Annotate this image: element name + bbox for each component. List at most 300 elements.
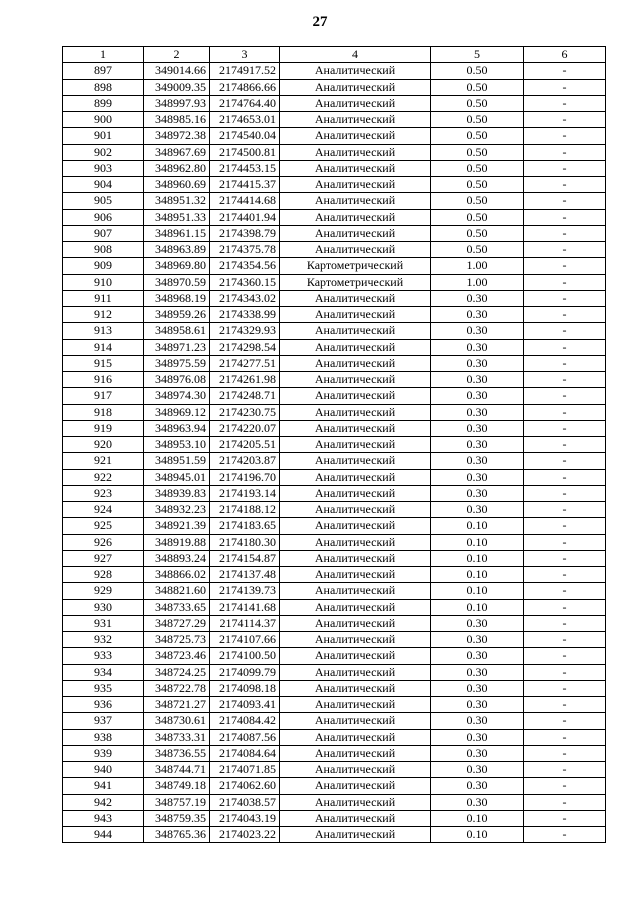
accuracy-cell: 0.30 [431,388,524,404]
column-header: 5 [431,47,524,63]
y-coordinate-cell: 2174084.42 [210,713,280,729]
y-coordinate-cell: 2174084.64 [210,745,280,761]
table-row [63,534,606,550]
accuracy-cell: 0.50 [431,79,524,95]
accuracy-cell: 0.30 [431,680,524,696]
accuracy-cell: 0.30 [431,615,524,631]
point-number-cell: 927 [63,550,144,566]
y-coordinate-cell: 2174062.60 [210,778,280,794]
note-cell: - [524,225,606,241]
accuracy-cell: 0.30 [431,697,524,713]
x-coordinate-cell: 349009.35 [144,79,210,95]
y-coordinate-cell: 2174114.37 [210,615,280,631]
accuracy-cell: 0.50 [431,95,524,111]
table-row [63,404,606,420]
table-row [63,502,606,518]
note-cell: - [524,697,606,713]
table-row [63,258,606,274]
table-row [63,762,606,778]
x-coordinate-cell: 348997.93 [144,95,210,111]
point-number-cell: 921 [63,453,144,469]
x-coordinate-cell: 348733.31 [144,729,210,745]
note-cell: - [524,274,606,290]
method-cell: Картометрический [280,258,431,274]
note-cell: - [524,502,606,518]
point-number-cell: 925 [63,518,144,534]
y-coordinate-cell: 2174360.15 [210,274,280,290]
table-row [63,112,606,128]
accuracy-cell: 0.30 [431,469,524,485]
y-coordinate-cell: 2174230.75 [210,404,280,420]
accuracy-cell: 0.50 [431,242,524,258]
table-row [63,323,606,339]
accuracy-cell: 0.10 [431,810,524,826]
x-coordinate-cell: 348724.25 [144,664,210,680]
point-number-cell: 935 [63,680,144,696]
table-row [63,810,606,826]
accuracy-cell: 1.00 [431,258,524,274]
table-row [63,95,606,111]
point-number-cell: 918 [63,404,144,420]
y-coordinate-cell: 2174298.54 [210,339,280,355]
method-cell: Аналитический [280,632,431,648]
x-coordinate-cell: 348951.59 [144,453,210,469]
y-coordinate-cell: 2174098.18 [210,680,280,696]
note-cell: - [524,485,606,501]
table-row [63,713,606,729]
page-number: 27 [312,14,328,30]
method-cell: Аналитический [280,160,431,176]
method-cell: Аналитический [280,518,431,534]
x-coordinate-cell: 348932.23 [144,502,210,518]
y-coordinate-cell: 2174137.48 [210,567,280,583]
y-coordinate-cell: 2174261.98 [210,372,280,388]
x-coordinate-cell: 348963.89 [144,242,210,258]
table-row [63,225,606,241]
x-coordinate-cell: 348970.59 [144,274,210,290]
accuracy-cell: 0.50 [431,63,524,79]
method-cell: Аналитический [280,680,431,696]
table-row [63,290,606,306]
table-row [63,372,606,388]
method-cell: Аналитический [280,209,431,225]
method-cell: Аналитический [280,307,431,323]
table-row [63,518,606,534]
note-cell: - [524,615,606,631]
x-coordinate-cell: 348963.94 [144,420,210,436]
note-cell: - [524,648,606,664]
note-cell: - [524,404,606,420]
x-coordinate-cell: 348968.19 [144,290,210,306]
y-coordinate-cell: 2174087.56 [210,729,280,745]
point-number-cell: 939 [63,745,144,761]
table-row [63,583,606,599]
note-cell: - [524,762,606,778]
table-row [63,664,606,680]
y-coordinate-cell: 2174398.79 [210,225,280,241]
accuracy-cell: 0.50 [431,160,524,176]
note-cell: - [524,209,606,225]
method-cell: Аналитический [280,599,431,615]
y-coordinate-cell: 2174415.37 [210,177,280,193]
x-coordinate-cell: 348893.24 [144,550,210,566]
x-coordinate-cell: 348971.23 [144,339,210,355]
accuracy-cell: 0.30 [431,648,524,664]
y-coordinate-cell: 2174139.73 [210,583,280,599]
table-row [63,827,606,843]
method-cell: Аналитический [280,567,431,583]
table-row [63,567,606,583]
x-coordinate-cell: 348821.60 [144,583,210,599]
point-number-cell: 943 [63,810,144,826]
x-coordinate-cell: 348953.10 [144,437,210,453]
x-coordinate-cell: 348866.02 [144,567,210,583]
x-coordinate-cell: 348749.18 [144,778,210,794]
y-coordinate-cell: 2174354.56 [210,258,280,274]
accuracy-cell: 1.00 [431,274,524,290]
method-cell: Аналитический [280,550,431,566]
accuracy-cell: 0.10 [431,518,524,534]
accuracy-cell: 0.30 [431,713,524,729]
table-row [63,128,606,144]
table-body [63,63,606,843]
y-coordinate-cell: 2174100.50 [210,648,280,664]
point-number-cell: 916 [63,372,144,388]
point-number-cell: 922 [63,469,144,485]
note-cell: - [524,713,606,729]
x-coordinate-cell: 348733.65 [144,599,210,615]
accuracy-cell: 0.30 [431,453,524,469]
accuracy-cell: 0.30 [431,794,524,810]
note-cell: - [524,372,606,388]
table-row [63,469,606,485]
point-number-cell: 912 [63,307,144,323]
table-row [63,778,606,794]
table-row [63,193,606,209]
coordinates-table [62,46,606,843]
point-number-cell: 933 [63,648,144,664]
method-cell: Аналитический [280,193,431,209]
method-cell: Аналитический [280,404,431,420]
note-cell: - [524,63,606,79]
x-coordinate-cell: 348725.73 [144,632,210,648]
y-coordinate-cell: 2174203.87 [210,453,280,469]
accuracy-cell: 0.10 [431,827,524,843]
y-coordinate-cell: 2174764.40 [210,95,280,111]
method-cell: Аналитический [280,664,431,680]
column-header: 4 [280,47,431,63]
point-number-cell: 909 [63,258,144,274]
table-row [63,599,606,615]
table-row [63,437,606,453]
method-cell: Аналитический [280,745,431,761]
table-row [63,307,606,323]
table-row [63,339,606,355]
note-cell: - [524,339,606,355]
point-number-cell: 914 [63,339,144,355]
note-cell: - [524,242,606,258]
point-number-cell: 904 [63,177,144,193]
table-row [63,274,606,290]
point-number-cell: 898 [63,79,144,95]
x-coordinate-cell: 348985.16 [144,112,210,128]
point-number-cell: 938 [63,729,144,745]
y-coordinate-cell: 2174180.30 [210,534,280,550]
x-coordinate-cell: 348744.71 [144,762,210,778]
x-coordinate-cell: 348967.69 [144,144,210,160]
note-cell: - [524,745,606,761]
y-coordinate-cell: 2174453.15 [210,160,280,176]
x-coordinate-cell: 348972.38 [144,128,210,144]
table-row [63,160,606,176]
accuracy-cell: 0.50 [431,177,524,193]
table-row [63,209,606,225]
point-number-cell: 910 [63,274,144,290]
note-cell: - [524,827,606,843]
note-cell: - [524,177,606,193]
method-cell: Аналитический [280,485,431,501]
note-cell: - [524,95,606,111]
accuracy-cell: 0.30 [431,664,524,680]
x-coordinate-cell: 348951.33 [144,209,210,225]
note-cell: - [524,599,606,615]
point-number-cell: 942 [63,794,144,810]
accuracy-cell: 0.30 [431,762,524,778]
accuracy-cell: 0.30 [431,437,524,453]
x-coordinate-cell: 348974.30 [144,388,210,404]
point-number-cell: 908 [63,242,144,258]
y-coordinate-cell: 2174338.99 [210,307,280,323]
note-cell: - [524,632,606,648]
note-cell: - [524,112,606,128]
point-number-cell: 940 [63,762,144,778]
table-row [63,550,606,566]
method-cell: Аналитический [280,242,431,258]
point-number-cell: 900 [63,112,144,128]
note-cell: - [524,144,606,160]
point-number-cell: 941 [63,778,144,794]
note-cell: - [524,323,606,339]
method-cell: Аналитический [280,420,431,436]
accuracy-cell: 0.30 [431,339,524,355]
table-header-row [63,47,606,63]
table-row [63,355,606,371]
table-row [63,388,606,404]
table-row [63,420,606,436]
note-cell: - [524,778,606,794]
note-cell: - [524,437,606,453]
x-coordinate-cell: 348962.80 [144,160,210,176]
note-cell: - [524,550,606,566]
y-coordinate-cell: 2174653.01 [210,112,280,128]
method-cell: Аналитический [280,225,431,241]
x-coordinate-cell: 348945.01 [144,469,210,485]
point-number-cell: 926 [63,534,144,550]
point-number-cell: 937 [63,713,144,729]
note-cell: - [524,160,606,176]
note-cell: - [524,567,606,583]
method-cell: Аналитический [280,615,431,631]
accuracy-cell: 0.30 [431,502,524,518]
point-number-cell: 944 [63,827,144,843]
y-coordinate-cell: 2174193.14 [210,485,280,501]
accuracy-cell: 0.30 [431,632,524,648]
method-cell: Аналитический [280,339,431,355]
x-coordinate-cell: 349014.66 [144,63,210,79]
x-coordinate-cell: 348919.88 [144,534,210,550]
accuracy-cell: 0.10 [431,583,524,599]
note-cell: - [524,307,606,323]
note-cell: - [524,469,606,485]
note-cell: - [524,534,606,550]
y-coordinate-cell: 2174220.07 [210,420,280,436]
y-coordinate-cell: 2174205.51 [210,437,280,453]
y-coordinate-cell: 2174866.66 [210,79,280,95]
y-coordinate-cell: 2174196.70 [210,469,280,485]
note-cell: - [524,729,606,745]
x-coordinate-cell: 348969.80 [144,258,210,274]
y-coordinate-cell: 2174023.22 [210,827,280,843]
column-header: 2 [144,47,210,63]
y-coordinate-cell: 2174248.71 [210,388,280,404]
table-row [63,697,606,713]
table-row [63,729,606,745]
accuracy-cell: 0.30 [431,323,524,339]
note-cell: - [524,680,606,696]
method-cell: Аналитический [280,144,431,160]
table-row [63,794,606,810]
table-row [63,632,606,648]
note-cell: - [524,193,606,209]
point-number-cell: 928 [63,567,144,583]
y-coordinate-cell: 2174500.81 [210,144,280,160]
accuracy-cell: 0.30 [431,404,524,420]
table-row [63,177,606,193]
x-coordinate-cell: 348951.32 [144,193,210,209]
x-coordinate-cell: 348759.35 [144,810,210,826]
note-cell: - [524,258,606,274]
table-row [63,615,606,631]
x-coordinate-cell: 348975.59 [144,355,210,371]
table-row [63,485,606,501]
y-coordinate-cell: 2174540.04 [210,128,280,144]
accuracy-cell: 0.30 [431,355,524,371]
x-coordinate-cell: 348722.78 [144,680,210,696]
method-cell: Аналитический [280,323,431,339]
x-coordinate-cell: 348939.83 [144,485,210,501]
method-cell: Аналитический [280,502,431,518]
table-row [63,648,606,664]
method-cell: Аналитический [280,778,431,794]
method-cell: Аналитический [280,112,431,128]
method-cell: Аналитический [280,469,431,485]
x-coordinate-cell: 348736.55 [144,745,210,761]
point-number-cell: 903 [63,160,144,176]
point-number-cell: 923 [63,485,144,501]
method-cell: Аналитический [280,583,431,599]
point-number-cell: 899 [63,95,144,111]
point-number-cell: 932 [63,632,144,648]
y-coordinate-cell: 2174329.93 [210,323,280,339]
note-cell: - [524,518,606,534]
y-coordinate-cell: 2174038.57 [210,794,280,810]
point-number-cell: 905 [63,193,144,209]
y-coordinate-cell: 2174141.68 [210,599,280,615]
method-cell: Аналитический [280,697,431,713]
table-row [63,745,606,761]
y-coordinate-cell: 2174099.79 [210,664,280,680]
method-cell: Аналитический [280,63,431,79]
table-row [63,453,606,469]
accuracy-cell: 0.50 [431,144,524,160]
accuracy-cell: 0.10 [431,534,524,550]
x-coordinate-cell: 348765.36 [144,827,210,843]
point-number-cell: 931 [63,615,144,631]
method-cell: Аналитический [280,794,431,810]
point-number-cell: 911 [63,290,144,306]
method-cell: Аналитический [280,713,431,729]
y-coordinate-cell: 2174343.02 [210,290,280,306]
note-cell: - [524,583,606,599]
y-coordinate-cell: 2174093.41 [210,697,280,713]
x-coordinate-cell: 348958.61 [144,323,210,339]
x-coordinate-cell: 348921.39 [144,518,210,534]
y-coordinate-cell: 2174188.12 [210,502,280,518]
method-cell: Аналитический [280,372,431,388]
y-coordinate-cell: 2174071.85 [210,762,280,778]
column-header: 6 [524,47,606,63]
note-cell: - [524,794,606,810]
method-cell: Аналитический [280,177,431,193]
method-cell: Аналитический [280,388,431,404]
point-number-cell: 920 [63,437,144,453]
x-coordinate-cell: 348721.27 [144,697,210,713]
y-coordinate-cell: 2174107.66 [210,632,280,648]
point-number-cell: 913 [63,323,144,339]
point-number-cell: 929 [63,583,144,599]
accuracy-cell: 0.10 [431,599,524,615]
x-coordinate-cell: 348757.19 [144,794,210,810]
y-coordinate-cell: 2174277.51 [210,355,280,371]
accuracy-cell: 0.30 [431,290,524,306]
accuracy-cell: 0.50 [431,193,524,209]
method-cell: Картометрический [280,274,431,290]
accuracy-cell: 0.30 [431,778,524,794]
x-coordinate-cell: 348730.61 [144,713,210,729]
column-header: 1 [63,47,144,63]
note-cell: - [524,664,606,680]
x-coordinate-cell: 348960.69 [144,177,210,193]
x-coordinate-cell: 348727.29 [144,615,210,631]
accuracy-cell: 0.30 [431,307,524,323]
point-number-cell: 936 [63,697,144,713]
accuracy-cell: 0.10 [431,550,524,566]
accuracy-cell: 0.50 [431,128,524,144]
method-cell: Аналитический [280,453,431,469]
point-number-cell: 924 [63,502,144,518]
accuracy-cell: 0.50 [431,225,524,241]
y-coordinate-cell: 2174183.65 [210,518,280,534]
accuracy-cell: 0.50 [431,112,524,128]
x-coordinate-cell: 348961.15 [144,225,210,241]
column-header: 3 [210,47,280,63]
point-number-cell: 917 [63,388,144,404]
note-cell: - [524,290,606,306]
x-coordinate-cell: 348723.46 [144,648,210,664]
point-number-cell: 902 [63,144,144,160]
note-cell: - [524,810,606,826]
note-cell: - [524,453,606,469]
